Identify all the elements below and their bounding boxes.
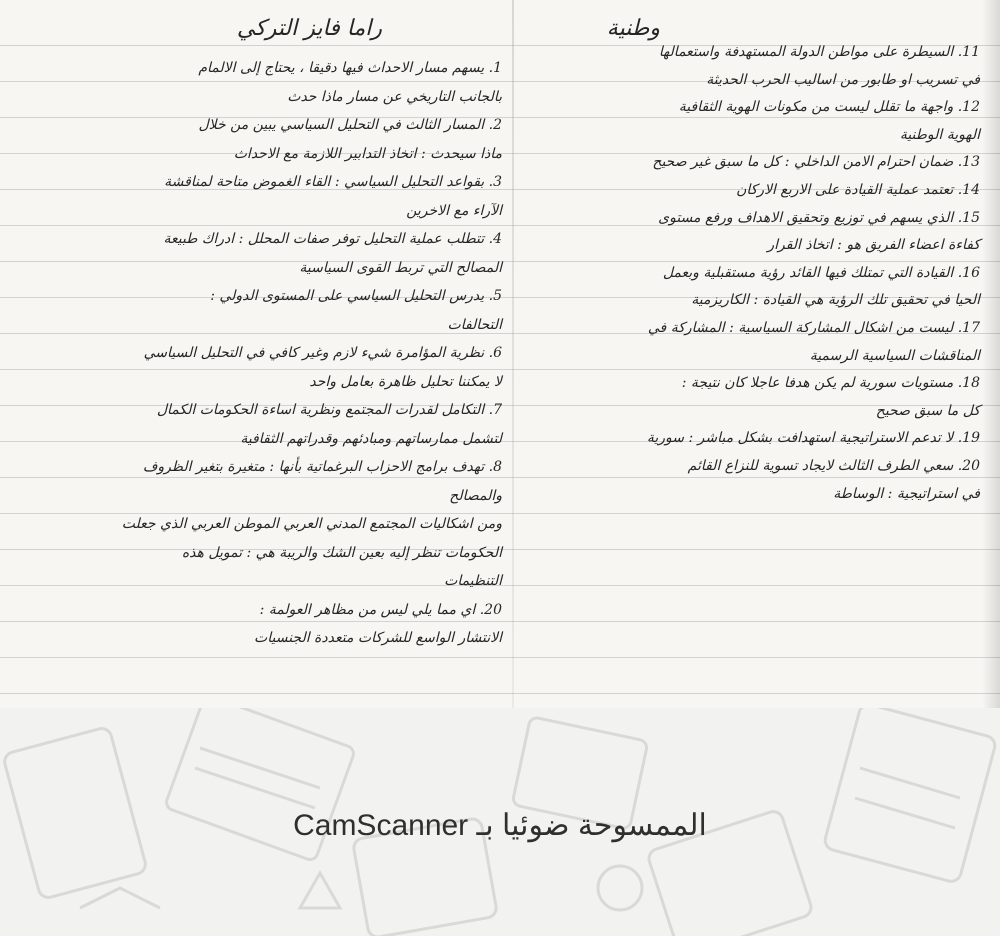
right-column-line: 13. ضمان احترام الامن الداخلي : كل ما سبق غير صحيح (652, 154, 980, 171)
subject-title: وطنية (606, 16, 660, 41)
right-column-line: 14. تعتمد عملية القيادة على الاربع الاركان (736, 182, 980, 198)
left-column-line: لا يمكننا تحليل ظاهرة بعامل واحد (309, 373, 502, 390)
right-column-line: 15. الذي يسهم في توزيع وتحقيق الاهداف ورفع مستوى (658, 209, 980, 226)
right-column-line: كفاءة اعضاء الفريق هو : اتخاذ القرار (767, 237, 980, 254)
left-column (0, 0, 512, 708)
left-column-line: بالجانب التاريخي عن مسار ماذا حدث (287, 88, 502, 105)
left-column-line: والمصالح (449, 487, 502, 504)
right-column (512, 0, 1000, 708)
left-column-line: 2. المسار الثالث في التحليل السياسي يبين من خلال (198, 117, 502, 133)
right-column-line: 16. القيادة التي تمتلك فيها القائد رؤية مستقبلية وبعمل (662, 264, 980, 281)
right-column-line: 17. ليست من اشكال المشاركة السياسية : المشاركة في (647, 320, 980, 336)
camscanner-footer (0, 708, 1000, 936)
camscanner-brand-text: الممسوحة ضوئيا بـ CamScanner (293, 809, 707, 842)
left-column-line: 5. يدرس التحليل السياسي على المستوى الدولي : (210, 288, 502, 304)
left-column-line: ماذا سيحدث : اتخاذ التدابير اللازمة مع الاحداث (233, 145, 502, 162)
left-column-line: الآراء مع الاخرين (406, 202, 502, 219)
left-column-line: لتشمل ممارساتهم ومبادئهم وقدراتهم الثقافية (240, 430, 502, 447)
left-column-line: 3. بقواعد التحليل السياسي : القاء الغموض متاحة لمناقشة (164, 174, 502, 190)
right-column-line: المناقشات السياسية الرسمية (809, 347, 980, 364)
right-column-line: كل ما سبق صحيح (875, 402, 980, 419)
right-column-line: في استراتيجية : الوساطة (833, 485, 980, 502)
left-column-line: 8. تهدف برامج الاحزاب البرغماتية بأنها : متغيرة بتغير الظروف (142, 459, 502, 475)
left-column-line: التحالفات (447, 316, 502, 333)
right-column-line: 12. واجهة ما تقلل ليست من مكونات الهوية الثقافية (678, 99, 980, 116)
right-column-line: 19. لا تدعم الاستراتيجية استهدافت بشكل مباشر : سورية (646, 430, 980, 447)
left-column-line: 7. التكامل لقدرات المجتمع ونظرية اساءة الحكومات الكمال (156, 402, 502, 418)
left-column-line: المصالح التي تربط القوى السياسية (299, 259, 502, 276)
right-column-line: 20. سعي الطرف الثالث لايجاد تسوية للنزاع القائم (687, 458, 980, 474)
right-column-line: 11. السيطرة على مواطن الدولة المستهدفة واستعمالها (658, 44, 980, 60)
left-column-line: التنظيمات (444, 573, 502, 589)
right-column-line: 18. مستويات سورية لم يكن هدفا عاجلا كان نتيجة : (681, 375, 980, 392)
left-column-line: الانتشار الواسع للشركات متعددة الجنسيات (254, 630, 502, 646)
left-column-line: 4. تتطلب عملية التحليل توفر صفات المحلل : ادراك طبيعة (163, 231, 502, 247)
right-column-line: في تسريب او طابور من اساليب الحرب الحديثة (706, 71, 980, 88)
right-column-line: الحيا في تحقيق تلك الرؤية هي القيادة : الكاريزمية (691, 292, 980, 309)
left-column-line: 6. نظرية المؤامرة شيء لازم وغير كافي في التحليل السياسي (143, 345, 502, 361)
student-name: راما فايز التركي (236, 16, 382, 41)
left-column-line: ومن اشكاليات المجتمع المدني العربي الموطن العربي الذي جعلت (121, 516, 502, 532)
left-column-line: الحكومات تنظر إليه بعين الشك والريبة هي : تمويل هذه (181, 544, 502, 561)
right-column-line: الهوية الوطنية (899, 126, 980, 143)
left-column-line: 20. اي مما يلي ليس من مظاهر العولمة : (259, 601, 502, 618)
left-column-line: 1. يسهم مسار الاحداث فيها دقيقا ، يحتاج إلى الالمام (198, 60, 502, 76)
